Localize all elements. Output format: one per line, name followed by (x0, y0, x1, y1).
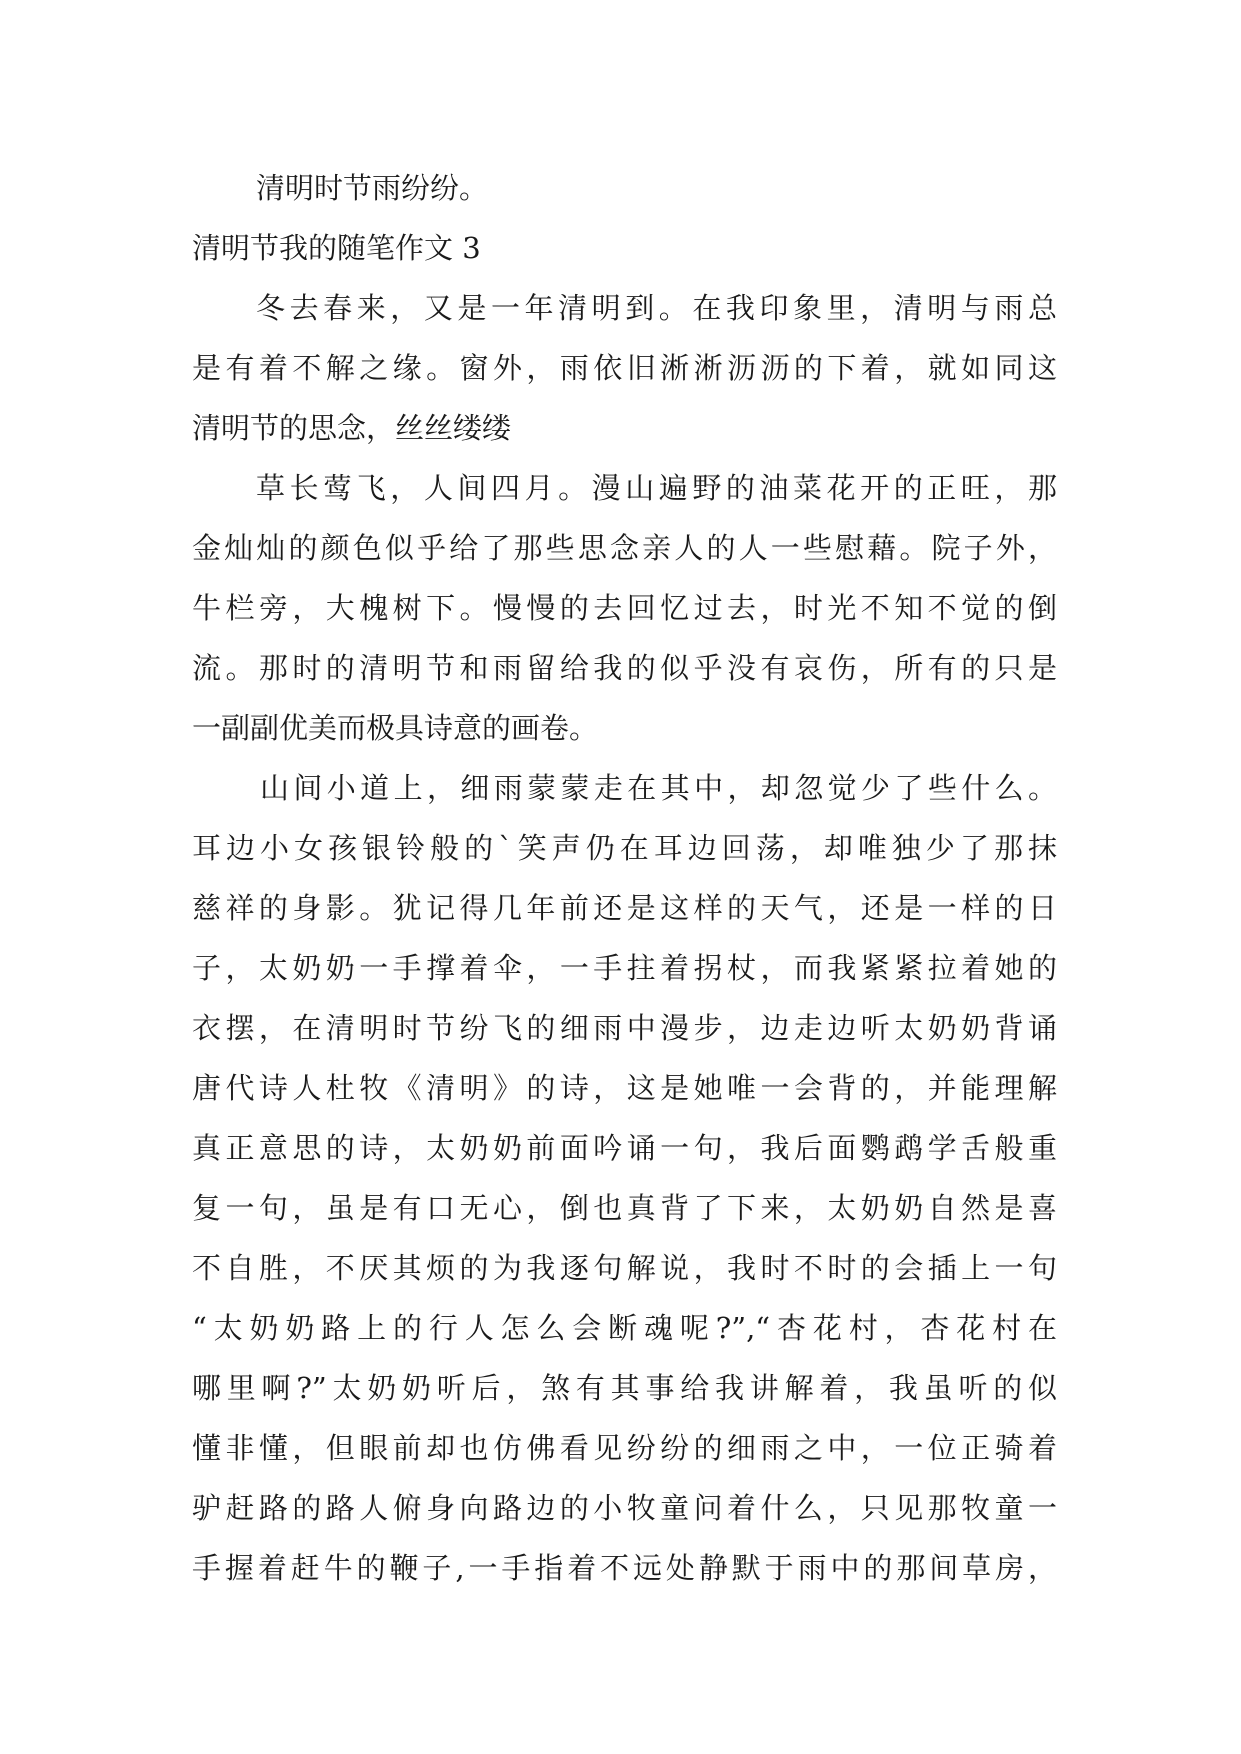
text-line: 懂非懂，但眼前却也仿佛看见纷纷的细雨之中，一位正骑着 (192, 1431, 1057, 1465)
text-line: 冬去春来，又是一年清明到。在我印象里，清明与雨总 (256, 291, 1057, 325)
text-line: 唐代诗人杜牧《清明》的诗，这是她唯一会背的，并能理解 (192, 1071, 1057, 1105)
text-line: 一副副优美而极具诗意的画卷。 (192, 711, 599, 745)
text-line: 衣摆，在清明时节纷飞的细雨中漫步，边走边听太奶奶背诵 (192, 1011, 1057, 1045)
text-line: 子，太奶奶一手撑着伞，一手拄着拐杖，而我紧紧拉着她的 (192, 951, 1057, 985)
text-line: 手握着赶牛的鞭子,一手指着不远处静默于雨中的那间草房， (192, 1551, 1057, 1585)
text-line: 山间小道上，细雨蒙蒙走在其中，却忽觉少了些什么。 (260, 771, 1057, 805)
text-line: “太奶奶路上的行人怎么会断魂呢?”,“杏花村，杏花村在 (192, 1311, 1057, 1345)
text-line: 哪里啊?”太奶奶听后，煞有其事给我讲解着，我虽听的似 (192, 1371, 1057, 1405)
text-line: 草长莺飞，人间四月。漫山遍野的油菜花开的正旺，那 (256, 471, 1057, 505)
text-line: 清明节的思念，丝丝缕缕 (192, 411, 512, 445)
document-body (192, 158, 1057, 1598)
text-line: 牛栏旁，大槐树下。慢慢的去回忆过去，时光不知不觉的倒 (192, 591, 1057, 625)
section-title: 清明节我的随笔作文 3 (192, 231, 481, 265)
text-line: 是有着不解之缘。窗外，雨依旧淅淅沥沥的下着，就如同这 (192, 351, 1057, 385)
text-line: 慈祥的身影。犹记得几年前还是这样的天气，还是一样的日 (192, 891, 1057, 925)
text-line: 驴赶路的路人俯身向路边的小牧童问着什么，只见那牧童一 (192, 1491, 1057, 1525)
text-line: 真正意思的诗，太奶奶前面吟诵一句，我后面鹦鹉学舌般重 (192, 1131, 1057, 1165)
text-line: 耳边小女孩银铃般的`笑声仍在耳边回荡，却唯独少了那抹 (192, 831, 1057, 865)
text-line: 复一句，虽是有口无心，倒也真背了下来，太奶奶自然是喜 (192, 1191, 1057, 1225)
text-line: 清明时节雨纷纷。 (256, 171, 489, 205)
text-line: 流。那时的清明节和雨留给我的似乎没有哀伤，所有的只是 (192, 651, 1057, 685)
text-line: 金灿灿的颜色似乎给了那些思念亲人的人一些慰藉。院子外， (192, 531, 1057, 565)
text-line: 不自胜，不厌其烦的为我逐句解说，我时不时的会插上一句 (192, 1251, 1057, 1285)
